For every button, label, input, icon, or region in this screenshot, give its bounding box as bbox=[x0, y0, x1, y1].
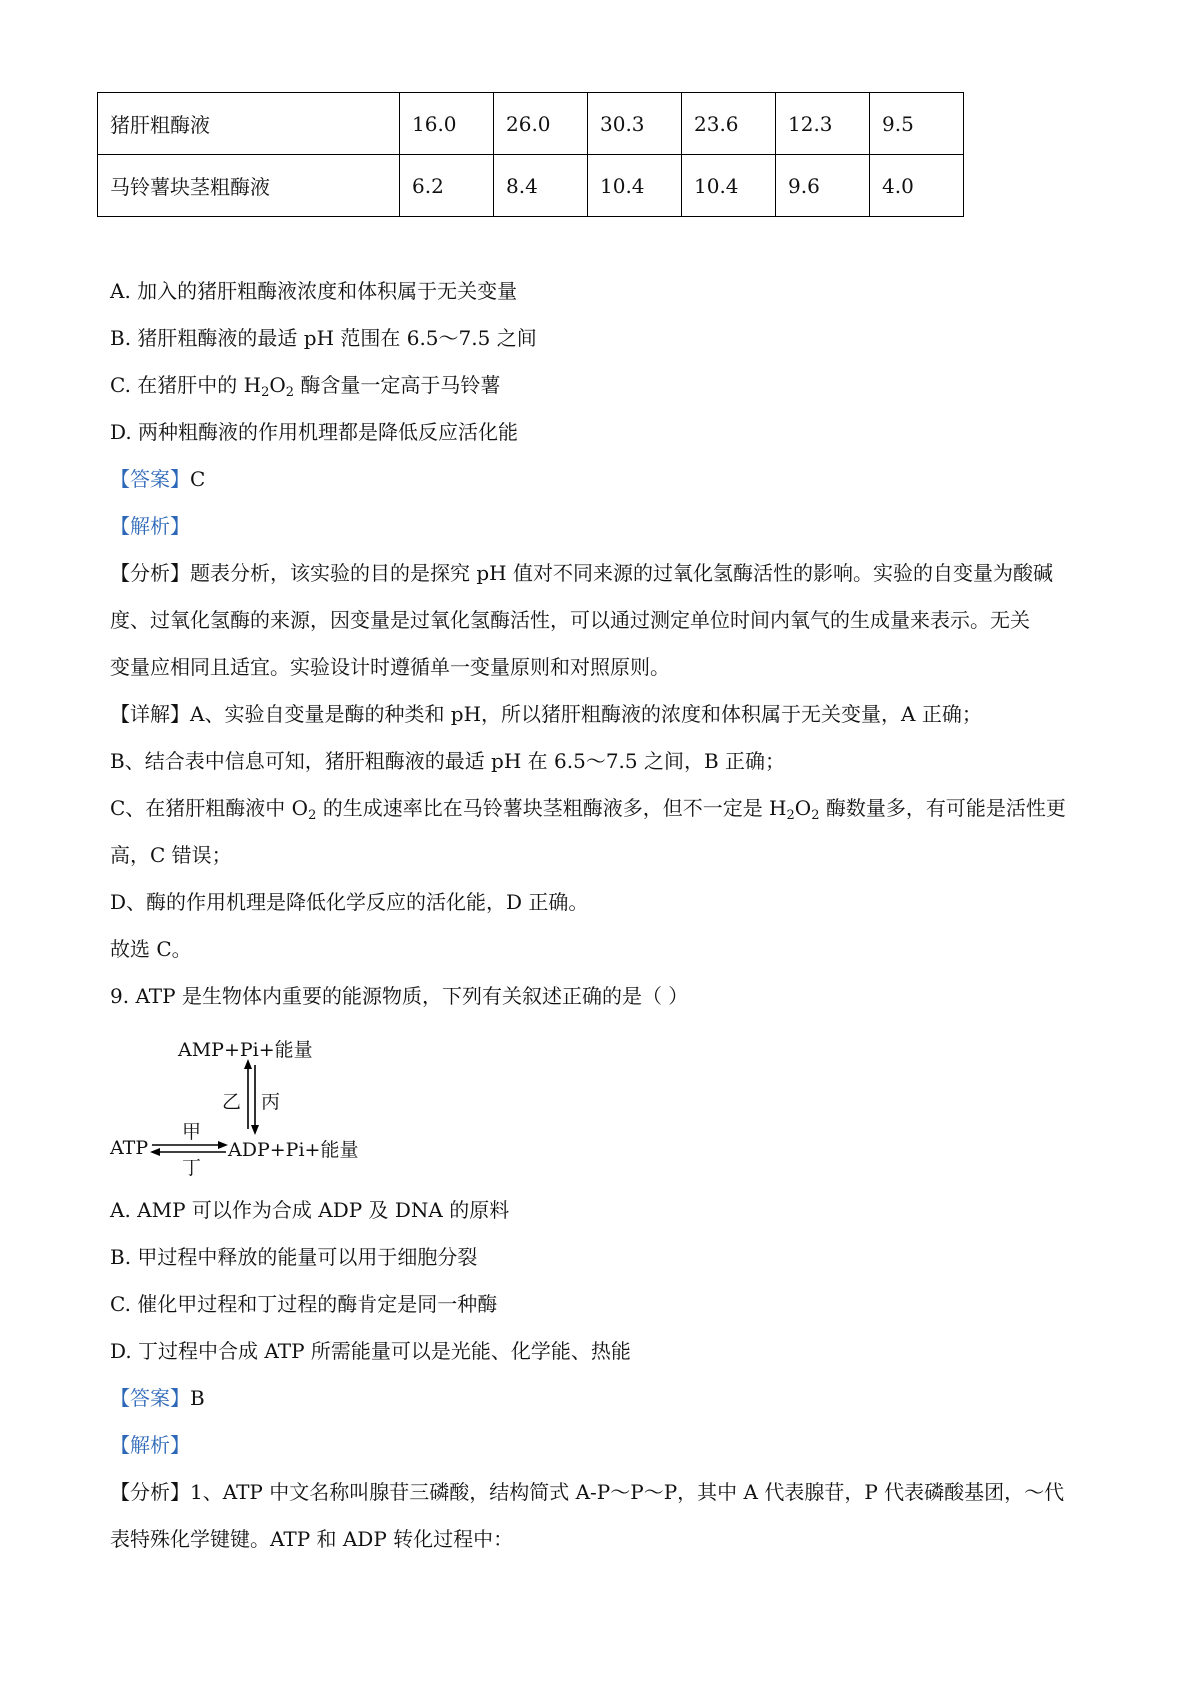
enzyme-activity-table bbox=[97, 92, 964, 217]
table-cell: 猪肝粗酶液 bbox=[98, 93, 400, 155]
q8-detail-c-cont: 高，C 错误； bbox=[110, 843, 232, 867]
q9-option-a: A. AMP 可以作为合成 ADP 及 DNA 的原料 bbox=[110, 1198, 510, 1222]
q8-detail-a: 【详解】A、实验自变量是酶的种类和 pH，所以猪肝粗酶液的浓度和体积属于无关变量，A 正确； bbox=[110, 702, 982, 726]
table-cell: 12.3 bbox=[776, 93, 870, 155]
q8-analysis-line: 度、过氧化氢酶的来源，因变量是过氧化氢酶活性，可以通过测定单位时间内氧气的生成量来表示。无关 bbox=[110, 608, 1030, 632]
q9-option-d: D. 丁过程中合成 ATP 所需能量可以是光能、化学能、热能 bbox=[110, 1339, 631, 1363]
table-cell: 16.0 bbox=[400, 93, 494, 155]
q8-detail-b: B、结合表中信息可知，猪肝粗酶液的最适 pH 在 6.5～7.5 之间，B 正确； bbox=[110, 749, 786, 773]
table-cell: 9.5 bbox=[870, 93, 964, 155]
q8-option-b: B. 猪肝粗酶液的最适 pH 范围在 6.5～7.5 之间 bbox=[110, 326, 537, 350]
diagram-adp-label: ADP+Pi+能量 bbox=[228, 1139, 359, 1161]
diagram-atp-label: ATP bbox=[110, 1137, 149, 1159]
diagram-upper-arrow-label: 甲 bbox=[182, 1121, 202, 1143]
q8-analysis-tag: 【解析】 bbox=[110, 514, 190, 538]
table-cell: 23.6 bbox=[682, 93, 776, 155]
q8-option-d: D. 两种粗酶液的作用机理都是降低反应活化能 bbox=[110, 420, 519, 444]
q9-answer: 【答案】B bbox=[110, 1386, 205, 1410]
atp-adp-diagram bbox=[110, 1035, 380, 1179]
diagram-left-label: 乙 bbox=[222, 1091, 242, 1113]
q9-option-c: C. 催化甲过程和丁过程的酶肯定是同一种酶 bbox=[110, 1292, 498, 1316]
table-cell: 10.4 bbox=[682, 155, 776, 217]
q8-detail-c: C、在猪肝粗酶液中 $O_2$ 的生成速率比在马铃薯块茎粗酶液多，但不一定是 $H_2O_2$ 酶数量多，有可能是活性更 bbox=[110, 796, 1066, 823]
q9-analysis-tag: 【解析】 bbox=[110, 1433, 190, 1457]
table-cell: 4.0 bbox=[870, 155, 964, 217]
table-row bbox=[98, 155, 964, 217]
table-cell: 10.4 bbox=[588, 155, 682, 217]
q8-analysis-line: 【分析】题表分析，该实验的目的是探究 pH 值对不同来源的过氧化氢酶活性的影响。实验的自变量为酸碱 bbox=[110, 561, 1053, 585]
q8-analysis-line: 变量应相同且适宜。实验设计时遵循单一变量原则和对照原则。 bbox=[110, 655, 670, 679]
q9-analysis-line: 【分析】1、ATP 中文名称叫腺苷三磷酸，结构简式 A-P～P～P，其中 A 代表腺苷，P 代表磷酸基团，～代 bbox=[110, 1480, 1065, 1504]
table-cell: 6.2 bbox=[400, 155, 494, 217]
table-cell: 30.3 bbox=[588, 93, 682, 155]
table-cell: 9.6 bbox=[776, 155, 870, 217]
q8-detail-d: D、酶的作用机理是降低化学反应的活化能，D 正确。 bbox=[110, 890, 589, 914]
answer-tag: 【答案】 bbox=[110, 467, 190, 491]
table-cell: 马铃薯块茎粗酶液 bbox=[98, 155, 400, 217]
answer-tag: 【答案】 bbox=[110, 1386, 190, 1410]
q8-option-c: C. 在猪肝中的 $H_2O_2$ 酶含量一定高于马铃薯 bbox=[110, 373, 501, 400]
table-cell: 8.4 bbox=[494, 155, 588, 217]
q9-analysis-line: 表特殊化学键键。ATP 和 ADP 转化过程中： bbox=[110, 1527, 514, 1551]
q8-option-a: A. 加入的猪肝粗酶液浓度和体积属于无关变量 bbox=[110, 279, 518, 303]
diagram-right-label: 丙 bbox=[261, 1091, 281, 1113]
table-cell: 26.0 bbox=[494, 93, 588, 155]
diagram-top-label: AMP+Pi+能量 bbox=[178, 1039, 313, 1061]
diagram-lower-arrow-label: 丁 bbox=[182, 1157, 202, 1179]
q8-conclusion: 故选 C。 bbox=[110, 937, 192, 961]
q9-option-b: B. 甲过程中释放的能量可以用于细胞分裂 bbox=[110, 1245, 478, 1269]
q8-answer: 【答案】C bbox=[110, 467, 206, 491]
table-row bbox=[98, 93, 964, 155]
q9-stem: 9. ATP 是生物体内重要的能源物质，下列有关叙述正确的是（ ） bbox=[110, 984, 689, 1008]
